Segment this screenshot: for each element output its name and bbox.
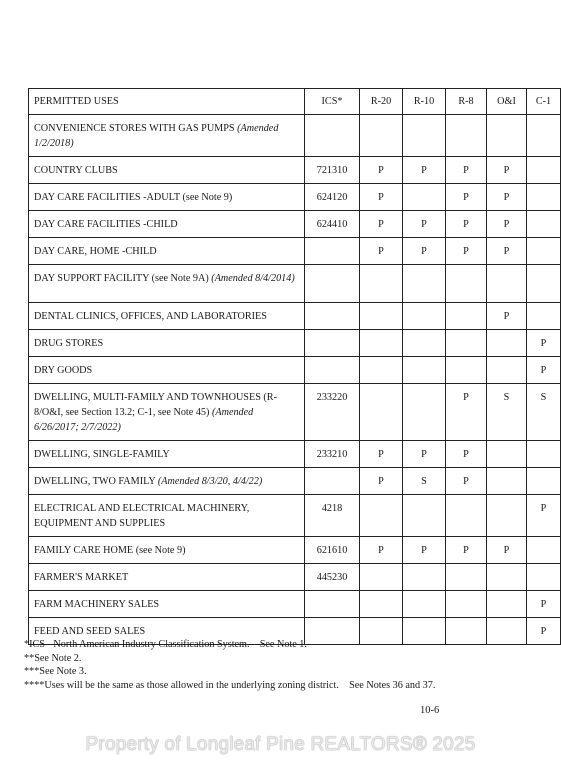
table-row (29, 330, 561, 357)
r-10-cell (403, 591, 446, 618)
watermark: Property of Longleaf Pine REALTORS® 2025 (85, 734, 476, 755)
use-name: DAY CARE FACILITIES -CHILD (34, 219, 178, 230)
o-and-i-cell (487, 265, 527, 303)
use-name: DRUG STORES (34, 338, 104, 349)
table-row (29, 184, 561, 211)
c-1-cell: P (527, 330, 561, 357)
r-10-cell (403, 303, 446, 330)
o-and-i-cell: P (487, 303, 527, 330)
table-row (29, 357, 561, 384)
r-8-cell: P (446, 211, 487, 238)
use-name: DWELLING, MULTI-FAMILY AND TOWNHOUSES (R-8/O&I, see Section 13.2; C-1, see Note 45) (34, 392, 277, 418)
ics-code-cell: 233220 (305, 384, 360, 441)
r-8-cell: P (446, 184, 487, 211)
use-name-cell (29, 537, 305, 564)
r-10-cell: S (403, 468, 446, 495)
use-name: FARM MACHINERY SALES (34, 599, 160, 610)
table-row (29, 238, 561, 265)
table-row (29, 468, 561, 495)
r-8-cell (446, 265, 487, 303)
r-8-cell (446, 357, 487, 384)
use-name-cell (29, 115, 305, 157)
use-name-cell (29, 303, 305, 330)
r-8-cell: P (446, 384, 487, 441)
header-r-20: R-20 (360, 89, 403, 115)
ics-code-cell (305, 468, 360, 495)
r-20-cell: P (360, 238, 403, 265)
use-name: DWELLING, SINGLE-FAMILY (34, 449, 170, 460)
r-8-cell: P (446, 468, 487, 495)
r-10-cell: P (403, 441, 446, 468)
ics-code-cell: 4218 (305, 495, 360, 537)
table-row (29, 211, 561, 238)
footnote: ****Uses will be the same as those allowed in the underlying zoning district. See Notes 36 and 37. (24, 679, 436, 691)
header-o-and-i: O&I (487, 89, 527, 115)
ics-code-cell (305, 115, 360, 157)
r-10-cell (403, 184, 446, 211)
c-1-cell (527, 303, 561, 330)
c-1-cell (527, 537, 561, 564)
use-name: DRY GOODS (34, 365, 93, 376)
footnotes (24, 638, 544, 692)
c-1-cell (527, 441, 561, 468)
o-and-i-cell (487, 115, 527, 157)
table-row (29, 157, 561, 184)
r-20-cell (360, 265, 403, 303)
r-20-cell: P (360, 441, 403, 468)
r-8-cell: P (446, 238, 487, 265)
use-name-cell (29, 265, 305, 303)
ics-code-cell: 624410 (305, 211, 360, 238)
o-and-i-cell (487, 564, 527, 591)
r-10-cell (403, 564, 446, 591)
use-name: DAY SUPPORT FACILITY (see Note 9A) (34, 273, 209, 284)
r-20-cell: P (360, 184, 403, 211)
amendment-note: (Amended 6/26/2017; 2/7/2022) (34, 407, 254, 433)
r-10-cell (403, 384, 446, 441)
page-number: 10-6 (420, 705, 440, 716)
table-row (29, 441, 561, 468)
c-1-cell (527, 238, 561, 265)
r-8-cell: P (446, 537, 487, 564)
c-1-cell (527, 265, 561, 303)
use-name-cell (29, 495, 305, 537)
ics-code-cell (305, 265, 360, 303)
r-20-cell (360, 384, 403, 441)
r-8-cell (446, 330, 487, 357)
table-row (29, 537, 561, 564)
ics-code-cell (305, 238, 360, 265)
c-1-cell (527, 211, 561, 238)
r-8-cell (446, 303, 487, 330)
header-permitted-uses: PERMITTED USES (29, 89, 305, 115)
ics-code-cell (305, 330, 360, 357)
r-10-cell: P (403, 238, 446, 265)
r-20-cell: P (360, 468, 403, 495)
use-name: ELECTRICAL AND ELECTRICAL MACHINERY, EQUIPMENT AND SUPPLIES (34, 503, 250, 529)
use-name-cell (29, 441, 305, 468)
table-row (29, 591, 561, 618)
use-name: COUNTRY CLUBS (34, 165, 118, 176)
r-20-cell (360, 303, 403, 330)
r-10-cell: P (403, 537, 446, 564)
ics-code-cell: 624120 (305, 184, 360, 211)
ics-code-cell (305, 303, 360, 330)
r-8-cell: P (446, 157, 487, 184)
use-name: DAY CARE, HOME -CHILD (34, 246, 157, 257)
r-10-cell (403, 115, 446, 157)
header-c-1: C-1 (527, 89, 561, 115)
c-1-cell (527, 157, 561, 184)
c-1-cell (527, 468, 561, 495)
c-1-cell: S (527, 384, 561, 441)
o-and-i-cell (487, 468, 527, 495)
use-name: FEED AND SEED SALES (34, 626, 146, 637)
use-name-cell (29, 564, 305, 591)
r-10-cell (403, 330, 446, 357)
r-10-cell: P (403, 157, 446, 184)
r-20-cell (360, 495, 403, 537)
use-name-cell (29, 330, 305, 357)
o-and-i-cell (487, 330, 527, 357)
use-name-cell (29, 184, 305, 211)
c-1-cell: P (527, 357, 561, 384)
c-1-cell: P (527, 618, 561, 645)
use-name-cell (29, 157, 305, 184)
r-20-cell (360, 564, 403, 591)
r-8-cell (446, 115, 487, 157)
table-row (29, 303, 561, 330)
o-and-i-cell: S (487, 384, 527, 441)
r-20-cell: P (360, 157, 403, 184)
footnote: **See Note 2. (24, 652, 82, 664)
table-row (29, 384, 561, 441)
footnote: *ICS - North American Industry Classification System. See Note 1. (24, 639, 307, 650)
table-row (29, 495, 561, 537)
o-and-i-cell: P (487, 238, 527, 265)
header-r-8: R-8 (446, 89, 487, 115)
use-name-cell (29, 211, 305, 238)
use-name: FAMILY CARE HOME (see Note 9) (34, 545, 186, 556)
permitted-uses-table (28, 88, 561, 645)
amendment-note: (Amended 1/2/2018) (34, 123, 279, 149)
table-row (29, 564, 561, 591)
o-and-i-cell (487, 591, 527, 618)
table-row (29, 115, 561, 157)
c-1-cell (527, 184, 561, 211)
amendment-note: (Amended 8/4/2014) (211, 273, 295, 284)
r-8-cell (446, 564, 487, 591)
table-row (29, 265, 561, 303)
use-name: FARMER'S MARKET (34, 572, 129, 583)
footnote: ***See Note 3. (24, 666, 87, 678)
r-20-cell (360, 115, 403, 157)
r-8-cell (446, 495, 487, 537)
header-r-10: R-10 (403, 89, 446, 115)
use-name: DWELLING, TWO FAMILY (34, 476, 156, 487)
c-1-cell (527, 115, 561, 157)
r-10-cell (403, 357, 446, 384)
c-1-cell: P (527, 591, 561, 618)
o-and-i-cell: P (487, 184, 527, 211)
use-name-cell (29, 591, 305, 618)
ics-code-cell: 721310 (305, 157, 360, 184)
ics-code-cell (305, 357, 360, 384)
r-20-cell (360, 357, 403, 384)
o-and-i-cell (487, 357, 527, 384)
ics-code-cell (305, 591, 360, 618)
r-20-cell (360, 330, 403, 357)
o-and-i-cell: P (487, 211, 527, 238)
r-20-cell (360, 591, 403, 618)
o-and-i-cell (487, 441, 527, 468)
o-and-i-cell (487, 495, 527, 537)
r-8-cell: P (446, 441, 487, 468)
amendment-note: (Amended 8/3/20, 4/4/22) (157, 476, 263, 487)
use-name-cell (29, 468, 305, 495)
header-ics: ICS* (305, 89, 360, 115)
o-and-i-cell: P (487, 537, 527, 564)
r-20-cell: P (360, 211, 403, 238)
ics-code-cell: 621610 (305, 537, 360, 564)
r-20-cell: P (360, 537, 403, 564)
use-name: DAY CARE FACILITIES -ADULT (see Note 9) (34, 192, 233, 203)
r-10-cell (403, 495, 446, 537)
ics-code-cell: 445230 (305, 564, 360, 591)
r-10-cell: P (403, 211, 446, 238)
r-8-cell (446, 591, 487, 618)
o-and-i-cell: P (487, 157, 527, 184)
use-name-cell (29, 384, 305, 441)
use-name: CONVENIENCE STORES WITH GAS PUMPS (34, 123, 235, 134)
use-name-cell (29, 238, 305, 265)
table-header-row (29, 89, 561, 115)
use-name: DENTAL CLINICS, OFFICES, AND LABORATORIES (34, 311, 267, 322)
ics-code-cell: 233210 (305, 441, 360, 468)
use-name-cell (29, 357, 305, 384)
r-10-cell (403, 265, 446, 303)
c-1-cell (527, 564, 561, 591)
c-1-cell: P (527, 495, 561, 537)
